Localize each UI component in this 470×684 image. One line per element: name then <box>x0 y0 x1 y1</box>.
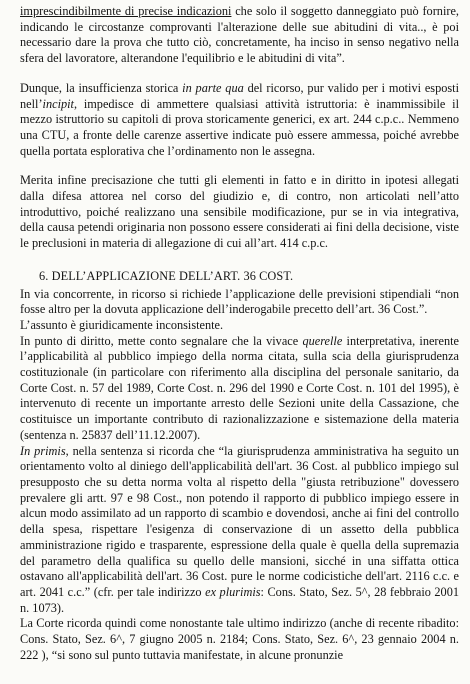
paragraph-2-part-1: Dunque, la insufficienza storica <box>20 80 183 95</box>
paragraph-7-italic-1: In primis <box>20 443 66 458</box>
paragraph-1-text: che solo il soggetto danneggiato può fornire, indicando le circostanze comprovanti l'alterazione delle sue abitudini di vita.., è poi necessario dare la prova che tutto ciò, concretamente, ha inciso in senso negativo nella sfera del lavoratore, alterandone l'equilibrio e le abitudini di vita”. <box>20 4 459 66</box>
paragraph-7-italic-2: ex plurimis <box>205 584 261 599</box>
paragraph-2-part-3: , impedisce di ammettere qualsiasi attività istruttoria: è inammissibile il mezzo istruttorio su capitoli di prova storicamente generici, ex art. 244 c.p.c.. Nemmeno una CTU, a fronte delle carenze assertive indicate può essere ammessa, poiché avrebbe quella portata esplorativa che l’ordinamento non le assegna. <box>20 96 459 158</box>
paragraph-6-italic-1: querelle <box>302 333 343 348</box>
document-body <box>20 4 459 663</box>
paragraph-6-part-2: interpretativa, inerente l’applicabilità al pubblico impiego della norma citata, sulla scia della giurisprudenza costituzionale (in particolare con riferimento alla disciplina del personale sanitario, da Corte Cost. n. 57 del 1989, Corte Cost. n. 296 del 1990 e Corte Cost. n. 101 del 1995), è intervenuto di recente un importante arresto delle Sezioni unite della Cassazione, che costituisce un importante contributo di razionalizzazione e sistemazione della materia (sentenza n. 25837 dell’11.12.2007). <box>20 333 460 442</box>
paragraph-7-part-1: , nella sentenza si ricorda che “la giurisprudenza amministrativa ha seguito un orientamento volto al diniego dell'applicabilità dell'art. 36 Cost. al pubblico impiego sul presupposto che su detta norma volta al rispetto della "giusta retribuzione" dovessero prevalere gli artt. 97 e 98 Cost., non potendo il rapporto di pubblico impiego essere in alcun modo assimilato ad un rapporto di scambio e dovendosi, anche ai fini del controllo della spesa, rispettare l'esigenza di conservazione di un assetto della pubblica amministrazione rigido e trasparente, espressione della quale è quella della supremazia del parametro della qualifica su quello delle mansioni, sicché in una siffatta ottica ostavano all'applicabilità dell'art. 36 Cost. pure le norme codicistiche dell'art. 2116 c.c. e art. 2041 c.c.” (cfr. per tale indirizzo <box>20 443 459 599</box>
paragraph-8: La Corte ricorda quindi come nonostante tale ultimo indirizzo (anche di recente ribadito: Cons. Stato, Sez. 6^, 7 giugno 2005 n. 2184; Cons. Stato, Sez. 6^, 23 gennaio 2004 n. 222 ), “si sono sul punto tuttavia manifestate, in alcune pronunzie <box>20 616 459 662</box>
paragraph-5: L’assunto è giuridicamente inconsistente. <box>20 317 224 332</box>
paragraph-4: In via concorrente, in ricorso si richiede l’applicazione delle previsioni stipendiali “non fosse altro per la dovuta applicazione dell’inderogabile precetto dell’art. 36 Cost.”. <box>20 286 459 317</box>
paragraph-2-italic-2: incipit <box>42 96 74 111</box>
paragraph-2 <box>20 81 459 160</box>
paragraph-6 <box>20 334 459 444</box>
paragraph-3: Merita infine precisazione che tutti gli elementi in fatto e in diritto in ipotesi allegati dalla difesa attorea nel corso del giudizio e, di contro, non articolati nell’atto introduttivo, poiché realizzano una sensibile modificazione, pur se in via integrativa, della causa petendi originaria non possono essere considerati ai fini della decisione, viste le preclusioni in materia di allegazione di cui all’art. 414 c.p.c. <box>20 173 459 251</box>
underlined-lead: imprescindibilmente di precise indicazioni <box>20 4 232 18</box>
section-heading: 6. DELL’APPLICAZIONE DELL’ART. 36 COST. <box>39 268 294 283</box>
paragraph-1 <box>20 4 459 67</box>
paragraph-2-part-2: del ricorso, pur valido per i motivi esposti nell’ <box>20 80 459 111</box>
paragraph-2-italic-1: in parte qua <box>182 80 244 95</box>
paragraph-7 <box>20 444 459 617</box>
paragraph-6-part-1: In punto di diritto, mette conto segnalare che la vivace <box>20 333 303 348</box>
paragraph-7-part-2: : Cons. Stato, Sez. 5^, 28 febbraio 2001 n. 1073). <box>20 584 459 615</box>
